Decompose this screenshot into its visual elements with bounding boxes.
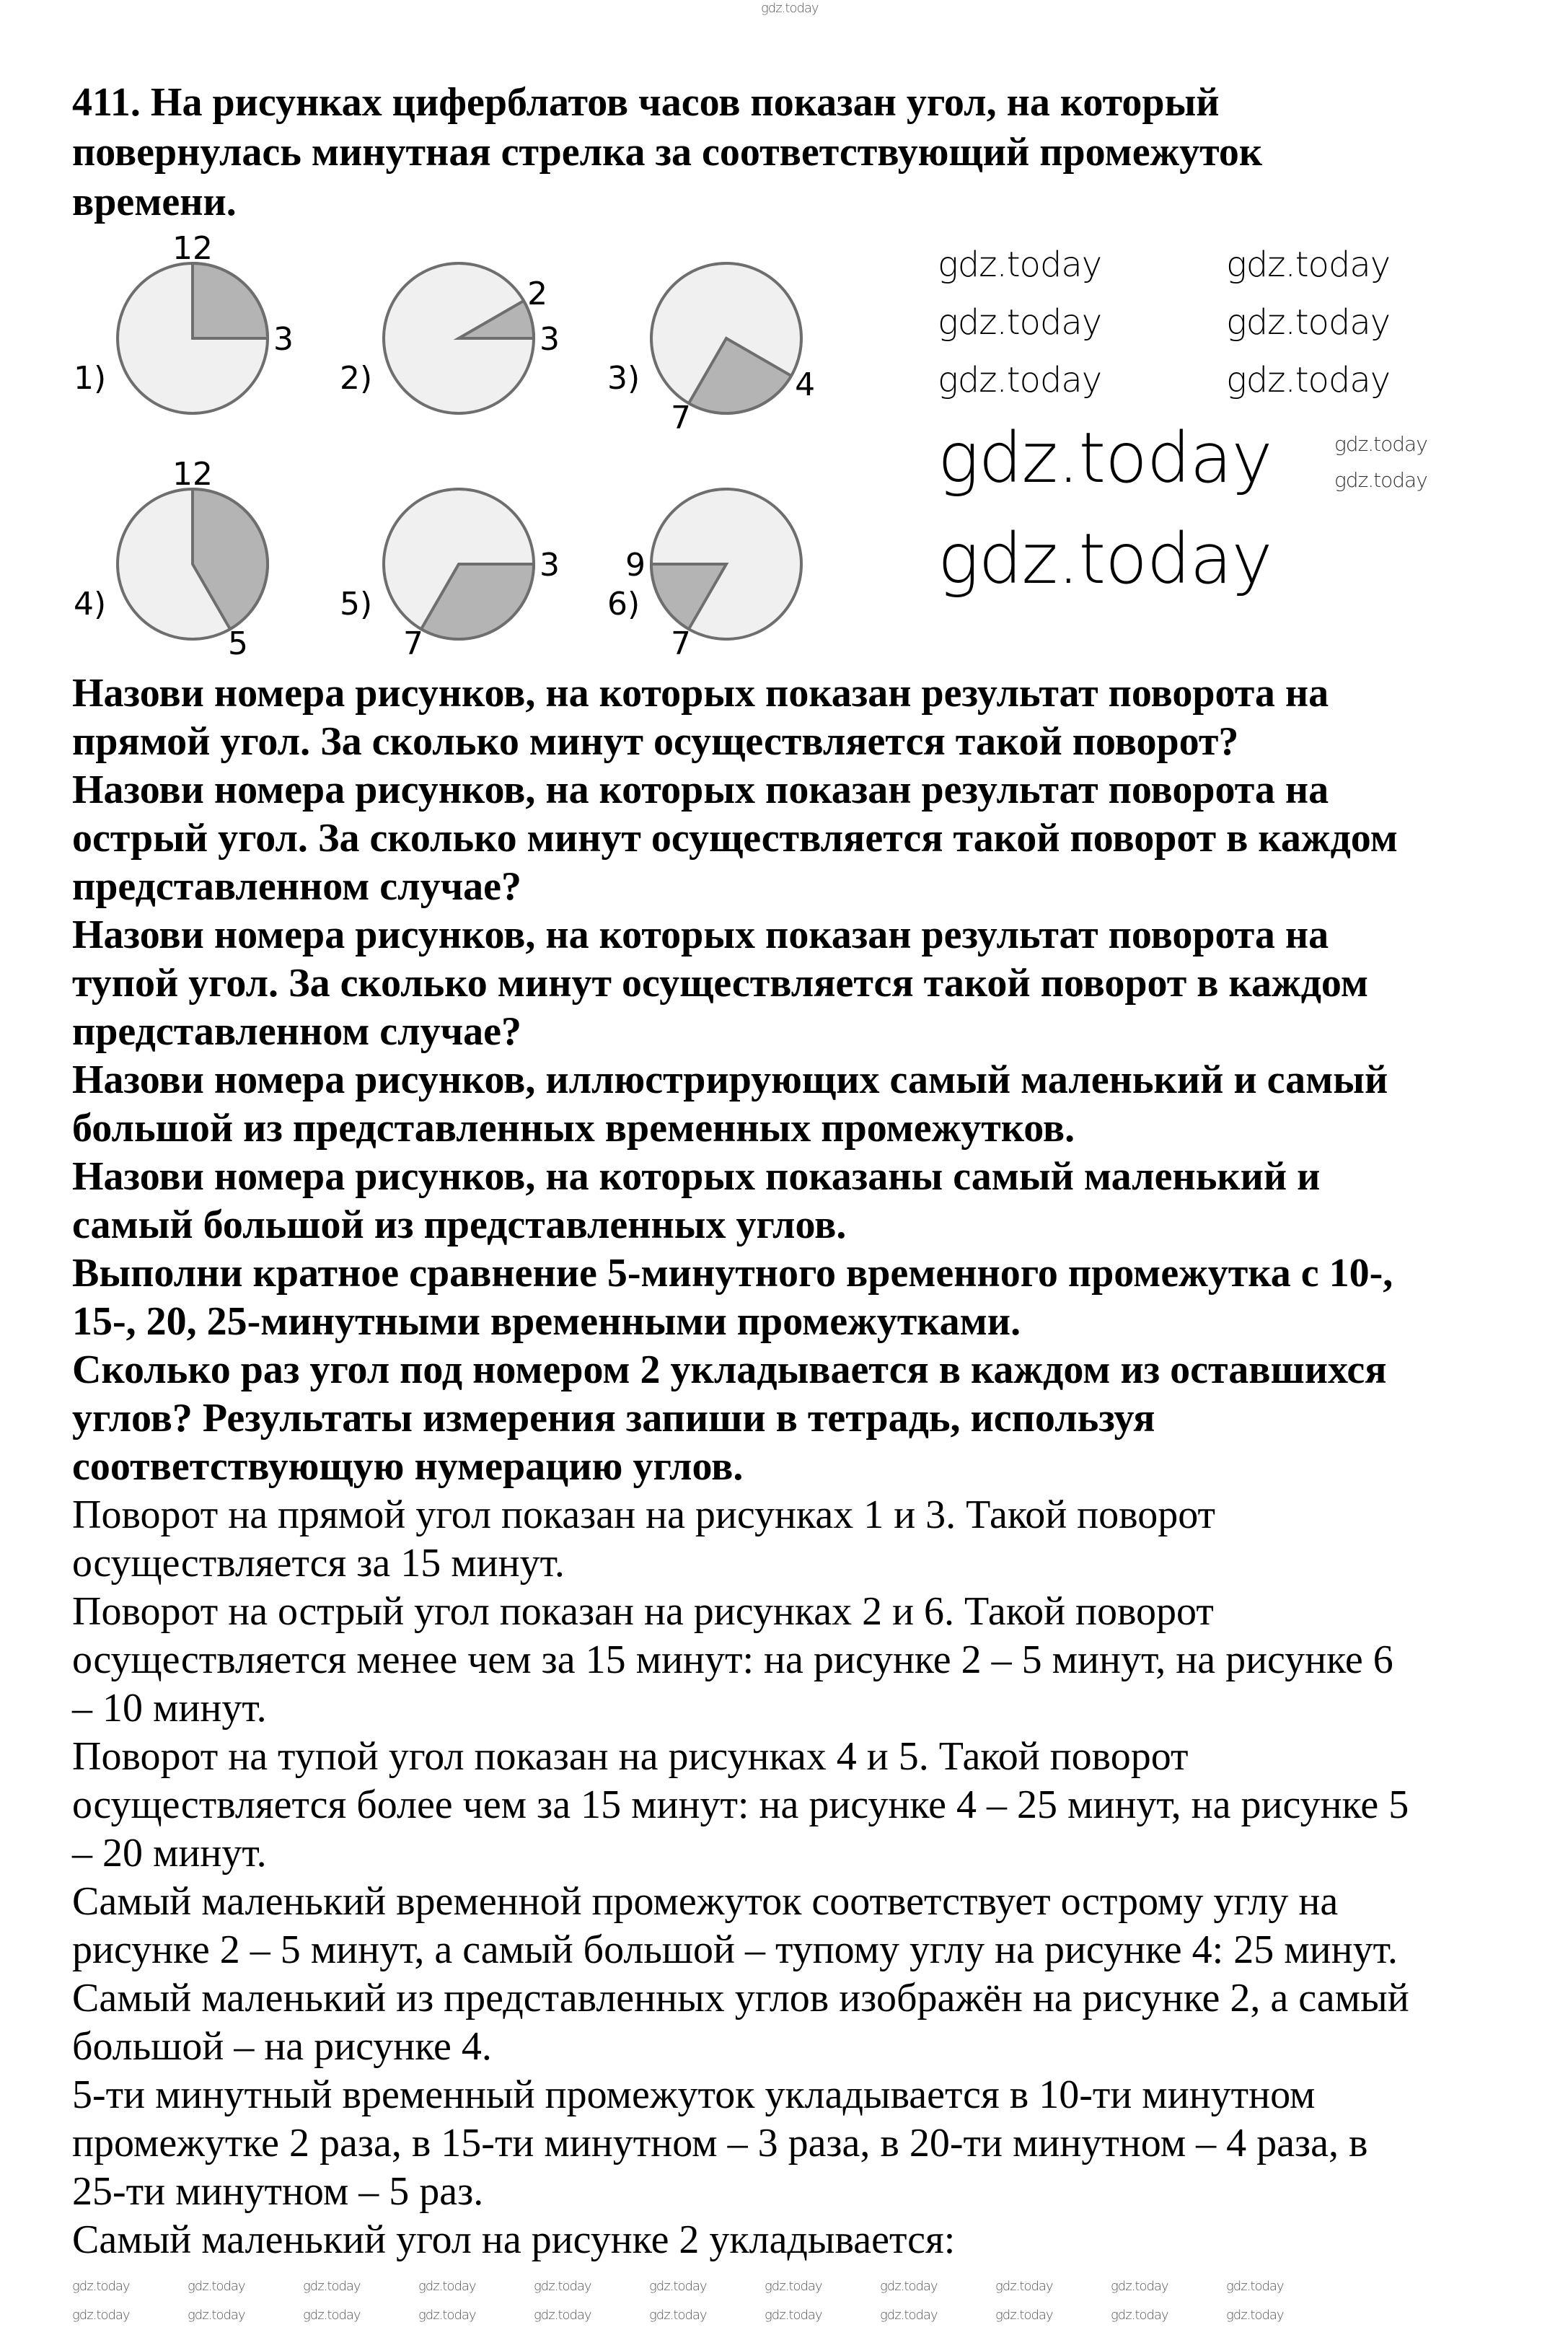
watermark: gdz.today xyxy=(938,245,1102,285)
title-line: 411. На рисунках циферблатов часов показан угол, на который xyxy=(72,80,1220,125)
question-line: соответствующую нумерацию углов. xyxy=(72,1444,744,1489)
title-line: времени. xyxy=(72,180,237,224)
answer-line: рисунке 2 – 5 минут, а самый большой – тупому углу на рисунке 4: 25 минут. xyxy=(72,1927,1398,1972)
watermark: gdz.today xyxy=(303,2279,361,2294)
answer-line: 25-ти минутном – 5 раз. xyxy=(72,2169,484,2214)
watermark: gdz.today xyxy=(188,2279,245,2294)
hour-label: 3 xyxy=(273,321,294,358)
figure-number: 6) xyxy=(607,586,640,623)
hour-label: 3 xyxy=(539,321,560,358)
watermark: gdz.today xyxy=(995,2279,1053,2294)
angle-sector xyxy=(193,263,268,338)
question-line: Назови номера рисунков, на которых показан результат поворота на xyxy=(72,913,1329,957)
hour-label: 12 xyxy=(172,230,213,267)
clock-5 xyxy=(340,489,560,662)
answer-line: осуществляется за 15 минут. xyxy=(72,1541,565,1586)
hour-label: 7 xyxy=(671,625,691,663)
answer-line: промежутке 2 раза, в 15-ти минутном – 3 раза, в 20-ти минутном – 4 раза, в xyxy=(72,2121,1368,2165)
watermark: gdz.today xyxy=(1226,2279,1284,2294)
watermark: gdz.today xyxy=(534,2308,591,2323)
question-line: представленном случае? xyxy=(72,1009,521,1054)
answer-line: 5-ти минутный временный промежуток укладывается в 10-ти минутном xyxy=(72,2072,1316,2117)
hour-label: 7 xyxy=(671,400,691,437)
watermark: gdz.today xyxy=(1111,2279,1168,2294)
figure-number: 5) xyxy=(340,586,373,623)
answer-line: Поворот на тупой угол показан на рисунках 4 и 5. Такой поворот xyxy=(72,1734,1189,1779)
question-line: тупой угол. За сколько минут осуществляется такой поворот в каждом xyxy=(72,961,1368,1006)
figure-number: 2) xyxy=(340,360,373,397)
answer-line: осуществляется более чем за 15 минут: на рисунке 4 – 25 минут, на рисунке 5 xyxy=(72,1782,1409,1827)
exercise-questions xyxy=(72,669,1543,1491)
hour-label: 9 xyxy=(625,547,646,584)
clock-3 xyxy=(607,263,815,436)
watermark: gdz.today xyxy=(188,2308,245,2323)
answer-line: осуществляется менее чем за 15 минут: на рисунке 2 – 5 минут, на рисунке 6 xyxy=(72,1637,1393,1682)
watermark: gdz.today xyxy=(72,2308,130,2323)
watermark: gdz.today xyxy=(1334,432,1427,456)
answer-line: Поворот на прямой угол показан на рисунках 1 и 3. Такой поворот xyxy=(72,1492,1215,1537)
watermark: gdz.today xyxy=(938,418,1272,498)
clock-4 xyxy=(74,456,268,662)
question-line: Назови номера рисунков, на которых показаны самый маленький и xyxy=(72,1154,1321,1199)
clock-6 xyxy=(607,489,801,662)
watermark: gdz.today xyxy=(534,2279,591,2294)
question-line: прямой угол. За сколько минут осуществляется такой поворот? xyxy=(72,719,1239,764)
answer-line: Самый маленький временной промежуток соответствует острому углу на xyxy=(72,1879,1339,1924)
figure-number: 4) xyxy=(74,586,107,623)
watermark: gdz.today xyxy=(938,519,1272,599)
question-line: Назови номера рисунков, на которых показан результат поворота на xyxy=(72,671,1329,716)
watermark: gdz.today xyxy=(418,2279,476,2294)
answer-line: большой – на рисунке 4. xyxy=(72,2024,492,2069)
exercise-title xyxy=(72,78,1543,227)
question-line: Сколько раз угол под номером 2 укладывается в каждом из оставшихся xyxy=(72,1347,1387,1392)
watermark: gdz.today xyxy=(938,302,1102,343)
title-line: повернулась минутная стрелка за соответствующий промежуток xyxy=(72,130,1263,175)
question-line: Назови номера рисунков, на которых показан результат поворота на xyxy=(72,768,1329,812)
hour-label: 2 xyxy=(527,276,548,312)
hour-label: 3 xyxy=(539,547,560,584)
watermark: gdz.today xyxy=(995,2308,1053,2323)
watermark: gdz.today xyxy=(1226,302,1391,343)
figure-number: 1) xyxy=(74,360,107,397)
answer-line: – 10 минут. xyxy=(72,1686,267,1731)
watermark: gdz.today xyxy=(418,2308,476,2323)
watermark: gdz.today xyxy=(761,1,819,16)
question-line: представленном случае? xyxy=(72,864,521,909)
watermark: gdz.today xyxy=(72,2279,130,2294)
answer-line: Поворот на острый угол показан на рисунках 2 и 6. Такой поворот xyxy=(72,1589,1214,1634)
clock-2 xyxy=(340,263,560,413)
question-line: большой из представленных временных промежутков. xyxy=(72,1106,1075,1151)
hour-label: 12 xyxy=(172,456,213,493)
watermark: gdz.today xyxy=(765,2308,822,2323)
question-line: самый большой из представленных углов. xyxy=(72,1202,847,1247)
watermark: gdz.today xyxy=(765,2279,822,2294)
clock-1 xyxy=(74,230,294,413)
answer-line: Самый маленький из представленных углов изображён на рисунке 2, а самый xyxy=(72,1976,1409,2021)
watermark: gdz.today xyxy=(938,360,1102,400)
watermark: gdz.today xyxy=(1226,2308,1284,2323)
answer-line: Самый маленький угол на рисунке 2 укладывается: xyxy=(72,2217,956,2262)
figure-number: 3) xyxy=(607,360,640,397)
watermark: gdz.today xyxy=(303,2308,361,2323)
question-line: Выполни кратное сравнение 5-минутного временного промежутка с 10-, xyxy=(72,1251,1393,1296)
watermark: gdz.today xyxy=(880,2279,938,2294)
question-line: 15-, 20, 25-минутными временными промежутками. xyxy=(72,1299,1021,1344)
watermark: gdz.today xyxy=(880,2308,938,2323)
answer-line: – 20 минут. xyxy=(72,1831,267,1876)
watermark: gdz.today xyxy=(1334,468,1427,492)
hour-label: 4 xyxy=(795,366,816,403)
watermark: gdz.today xyxy=(1226,360,1391,400)
exercise-answers xyxy=(72,1491,1543,2264)
clock-diagrams xyxy=(0,216,866,678)
watermark: gdz.today xyxy=(649,2279,707,2294)
watermark: gdz.today xyxy=(649,2308,707,2323)
watermark: gdz.today xyxy=(1111,2308,1168,2323)
question-line: углов? Результаты измерения запиши в тетрадь, используя xyxy=(72,1396,1155,1441)
question-line: острый угол. За сколько минут осуществляется такой поворот в каждом xyxy=(72,816,1398,861)
hour-label: 7 xyxy=(403,625,423,663)
watermark: gdz.today xyxy=(1226,245,1391,285)
hour-label: 5 xyxy=(228,625,248,663)
question-line: Назови номера рисунков, иллюстрирующих самый маленький и самый xyxy=(72,1058,1388,1102)
